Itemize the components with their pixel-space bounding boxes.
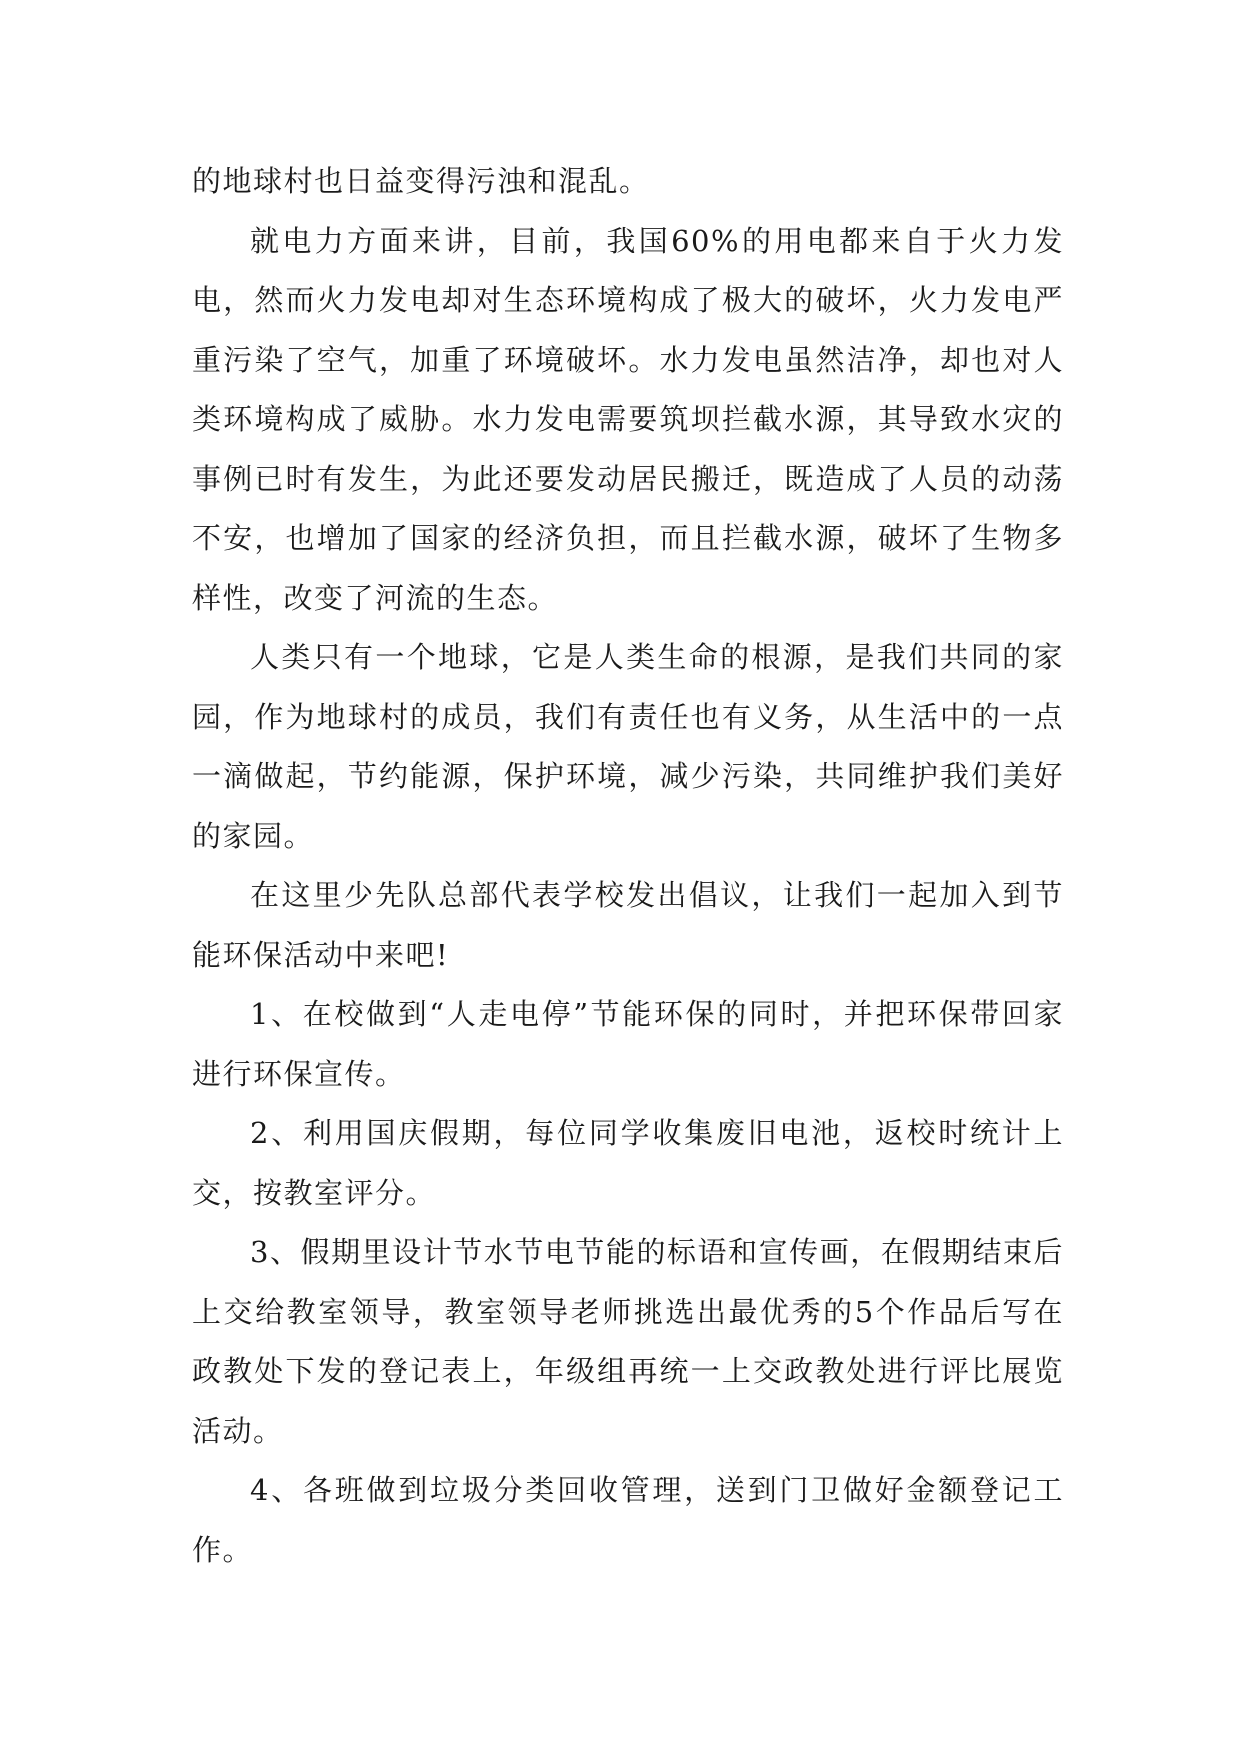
list-item-3: 3、假期里设计节水节电节能的标语和宣传画，在假期结束后上交给教室领导，教室领导老师挑选出最优秀的5个作品后写在政教处下发的登记表上，年级组再统一上交政教处进行评比展览活动。 <box>192 1235 1064 1448</box>
document-body <box>192 152 1064 1580</box>
paragraph-continuation: 的地球村也日益变得污浊和混乱。 <box>192 164 650 198</box>
paragraph-electricity: 就电力方面来讲，目前，我国60%的用电都来自于火力发电，然而火力发电却对生态环境构成了极大的破坏，火力发电严重污染了空气，加重了环境破坏。水力发电虽然洁净，却也对人类环境构成了威胁。水力发电需要筑坝拦截水源，其导致水灾的事例已时有发生，为此还要发动居民搬迁，既造成了人员的动荡不安，也增加了国家的经济负担，而且拦截水源，破坏了生物多样性，改变了河流的生态。 <box>192 223 1064 615</box>
paragraph-proposal: 在这里少先队总部代表学校发出倡议，让我们一起加入到节能环保活动中来吧! <box>192 878 1064 972</box>
list-item-2: 2、利用国庆假期，每位同学收集废旧电池，返校时统计上交，按教室评分。 <box>192 1116 1064 1210</box>
paragraph-one-earth: 人类只有一个地球，它是人类生命的根源，是我们共同的家园，作为地球村的成员，我们有责任也有义务，从生活中的一点一滴做起，节约能源，保护环境，减少污染，共同维护我们美好的家园。 <box>192 640 1064 853</box>
list-item-4: 4、各班做到垃圾分类回收管理，送到门卫做好金额登记工作。 <box>192 1473 1064 1567</box>
list-item-1: 1、在校做到“人走电停”节能环保的同时，并把环保带回家进行环保宣传。 <box>192 997 1064 1091</box>
